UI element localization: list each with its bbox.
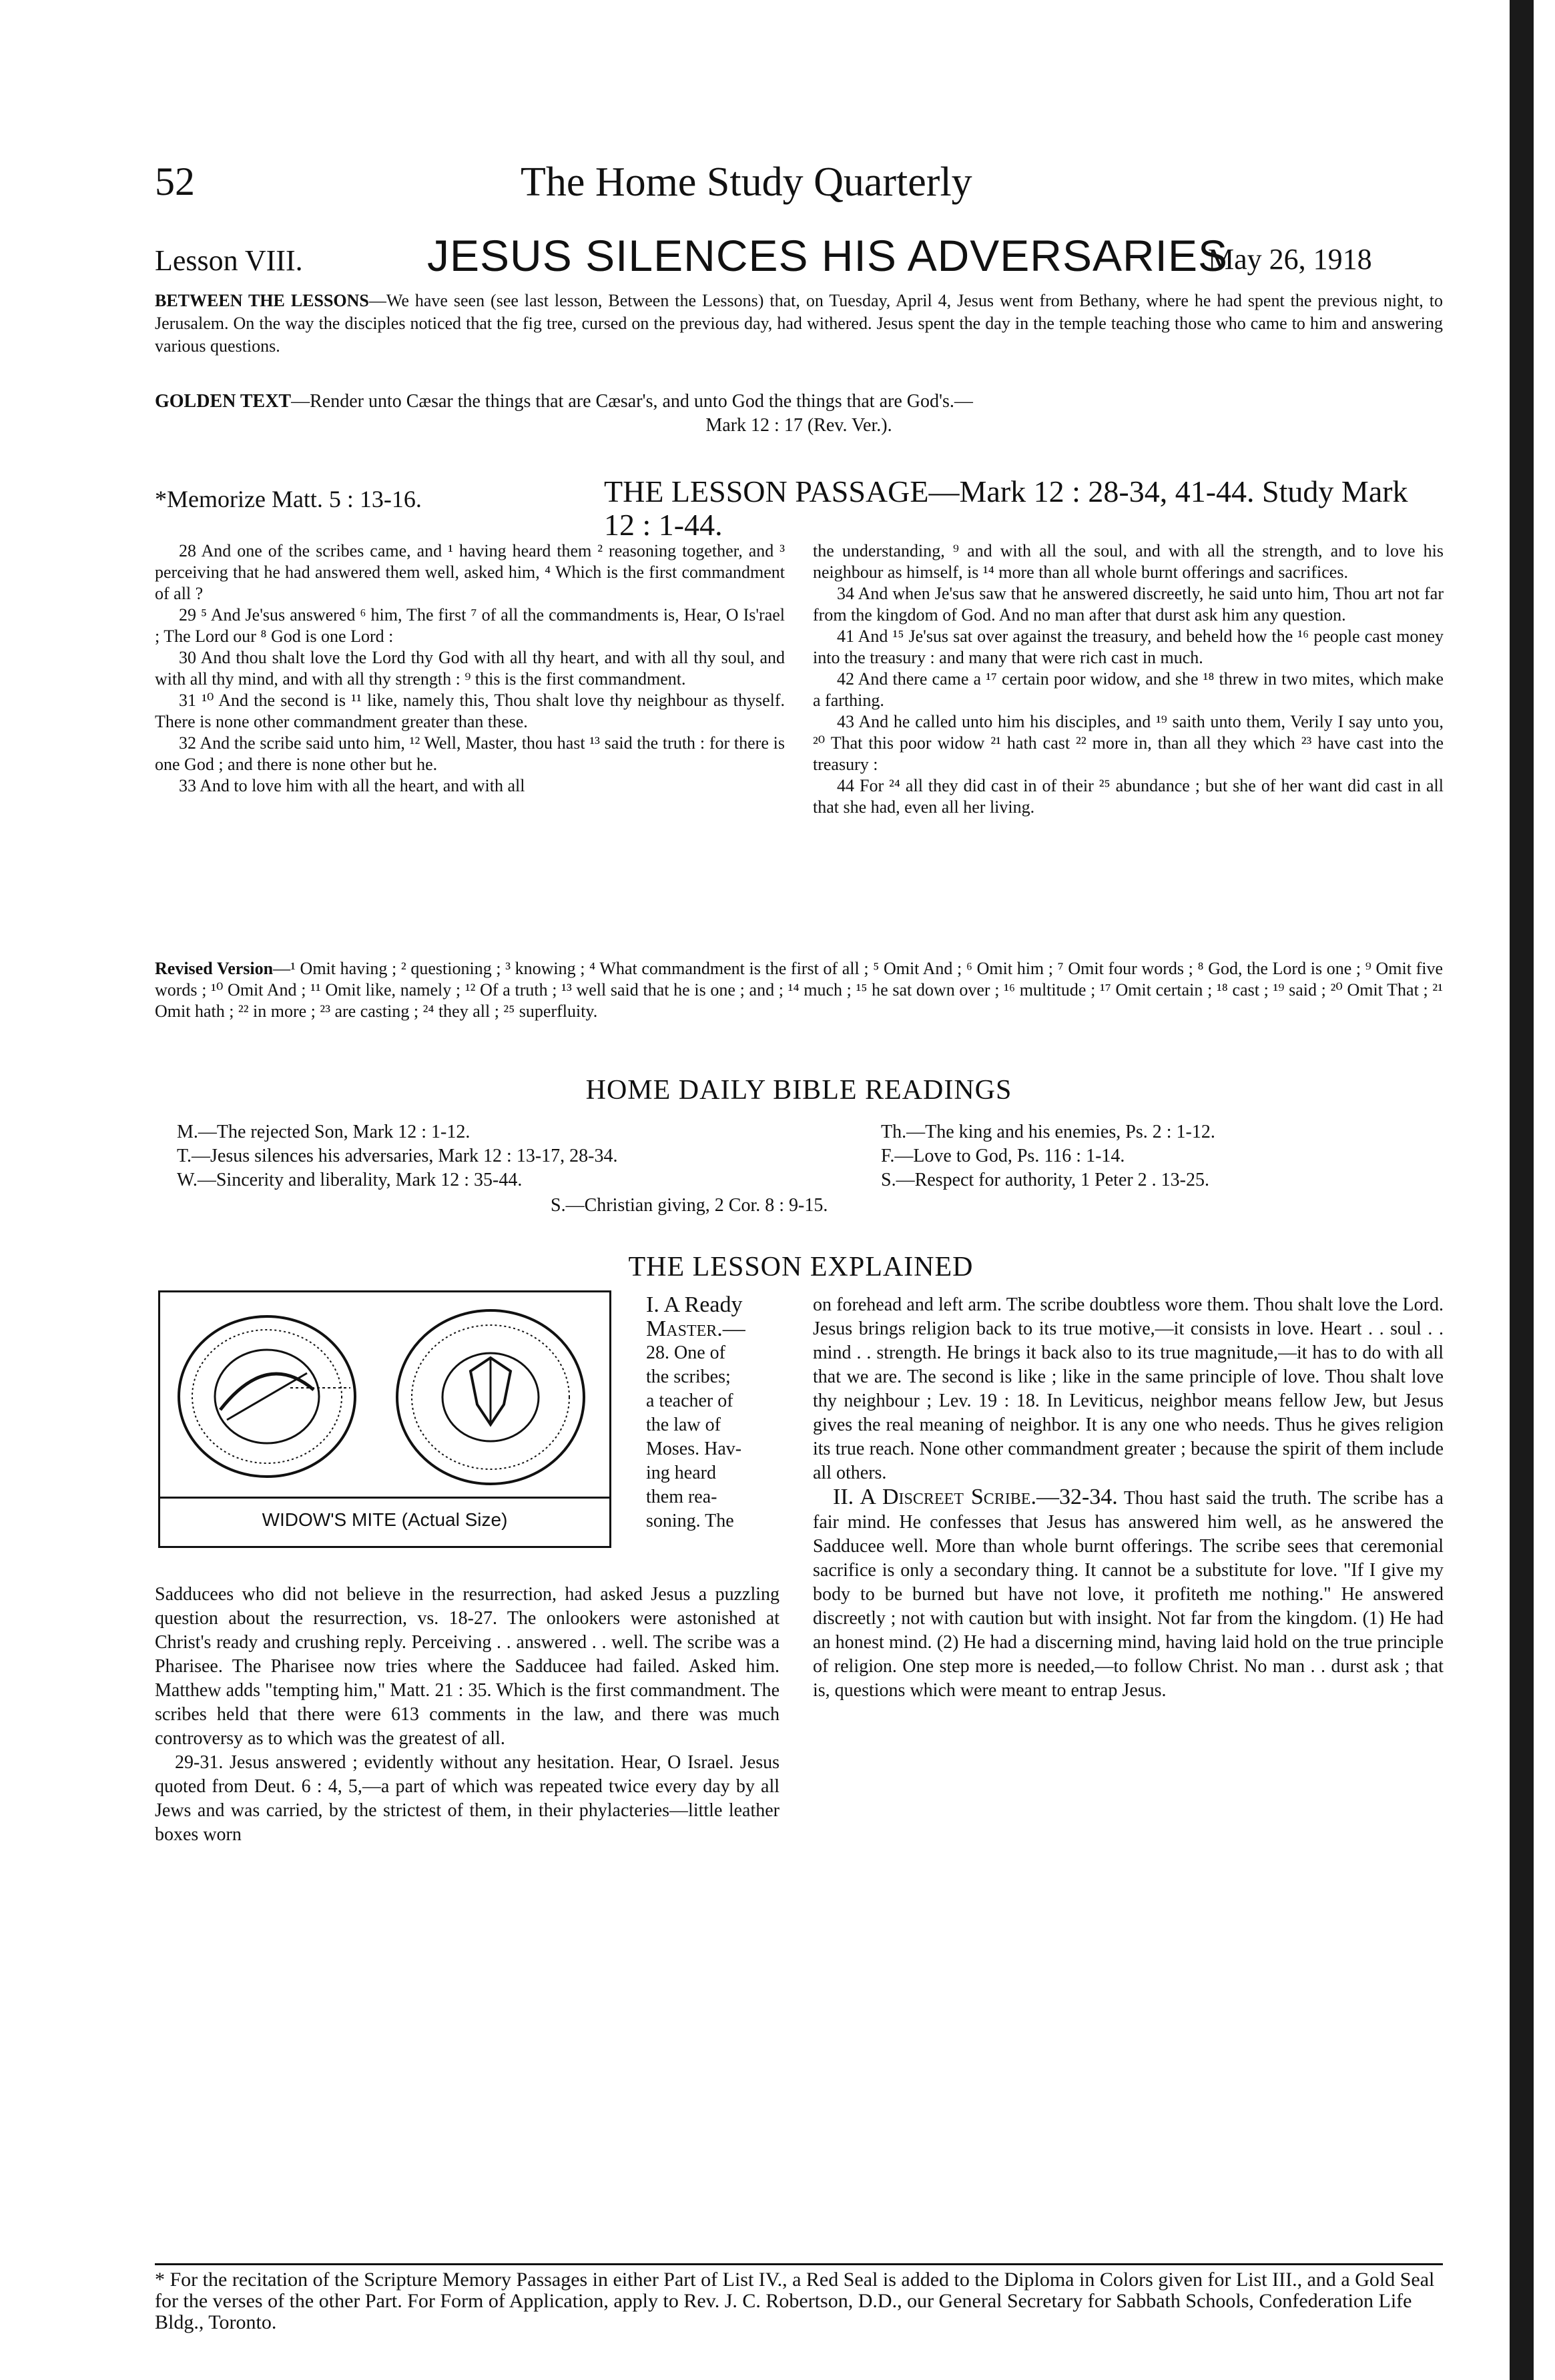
page-number: 52 <box>155 159 195 204</box>
explained-paragraph: Thou hast said the truth. The scribe has a fair mind. He confesses that Jesus has answered him well, as he answered the Sadducee well. More than whole burnt offerings. The scribe sees that ceremonial sacrifice is only a secondary thing. It cannot be a substitute for love. "If I give my body to be burned but have not love, it profiteth me nothing." He answered discreetly ; not with caution but with insight. Not far from the kingdom. (1) He had an honest mind. (2) He had a discerning mind, having laid hold on the true principle of religion. One step more is needed,—to follow Christ. No man . . durst ask ; that is, questions which were meant to entrap Jesus. <box>813 1488 1444 1701</box>
lesson-date: May 26, 1918 <box>1208 243 1372 276</box>
verse: 31 ¹⁰ And the second is ¹¹ like, namely this, Thou shalt love thy neighbour as thyself. There is none other commandment greater than these. <box>155 691 785 731</box>
verse: 33 And to love him with all the heart, and with all <box>179 776 525 795</box>
verse: 44 For ²⁴ all they did cast in of their ²⁵ abundance ; but she of her want did cast in all that she had, even all her living. <box>813 776 1444 817</box>
text-line: the law of <box>646 1415 721 1435</box>
text-line: the scribes; <box>646 1366 731 1387</box>
explained-left-column <box>155 1583 780 1847</box>
dotted-line-decoration <box>290 1371 350 1405</box>
section-heading: II. A Discreet Scribe.—32-34. <box>833 1485 1118 1509</box>
verse: 42 And there came a ¹⁷ certain poor widow, and she ¹⁸ threw in two mites, which make a farthing. <box>813 669 1444 710</box>
text-line: a teacher of <box>646 1391 733 1411</box>
text-line: Moses. Hav- <box>646 1439 742 1459</box>
running-head: The Home Study Quarterly <box>521 159 972 205</box>
verse: 34 And when Je'sus saw that he answered discreetly, he said unto him, Thou art not far from the kingdom of God. And no man after that durst ask him any question. <box>813 584 1444 625</box>
revised-version-label: Revised Version <box>155 959 274 978</box>
verse: 41 And ¹⁵ Je'sus sat over against the treasury, and beheld how the ¹⁶ people cast money into the treasury : and many that were rich cast in much. <box>813 627 1444 667</box>
verse: 32 And the scribe said unto him, ¹² Well, Master, thou hast ¹³ said the truth : for there is one God ; and there is none other but he. <box>155 733 785 774</box>
reading-item: Th.—The king and his enemies, Ps. 2 : 1-12. <box>881 1122 1215 1142</box>
golden-text-label: GOLDEN TEXT <box>155 391 292 412</box>
section-heading: Master.— <box>646 1316 745 1341</box>
verse: 43 And he called unto him his disciples, and ¹⁹ saith unto them, Verily I say unto you, ²⁰ That this poor widow ²¹ hath cast ²² more in, than all they which ²³ have cast into the treasury : <box>813 712 1444 774</box>
revised-version-text: —¹ Omit having ; ² questioning ; ³ knowing ; ⁴ What commandment is the first of all ; ⁵ Omit And ; ⁶ Omit him ; ⁷ Omit four words ; ⁸ God, the Lord is one ; ⁹ Omit five words ; ¹⁰ Omit And ; ¹¹ Omit like, namely ; ¹² Of a truth ; ¹³ well said that he is one ; and ; ¹⁴ much ; ¹⁵ he sat down over ; ¹⁶ multitude ; ¹⁷ Omit certain ; ¹⁸ cast ; ¹⁹ said ; ²⁰ Omit That ; ²¹ Omit hath ; ²² in more ; ²³ are casting ; ²⁴ they all ; ²⁵ superfluity. <box>155 959 1443 1021</box>
reading-item: S.—Respect for authority, 1 Peter 2 . 13-25. <box>881 1170 1209 1190</box>
passage-column-left <box>155 540 785 797</box>
reading-item: F.—Love to God, Ps. 116 : 1-14. <box>881 1146 1125 1166</box>
between-label: BETWEEN THE LESSONS <box>155 291 369 310</box>
coin-reverse-image <box>390 1304 591 1490</box>
footnote: * For the recitation of the Scripture Memory Passages in either Part of List IV., a Red Seal is added to the Diploma in Colors given for List III., and a Gold Seal for the verses of the other Part. For Form of Application, apply to Rev. J. C. Robertson, D.D., our General Secretary for Sabbath Schools, Confederation Life Bldg., Toronto. <box>155 2263 1443 2333</box>
text-line: soning. The <box>646 1511 734 1531</box>
between-the-lessons <box>155 290 1443 358</box>
explained-paragraph: Sadducees who did not believe in the resurrection, had asked Jesus a puzzling question about the resurrection, vs. 18-27. The onlookers were astonished at Christ's ready and crushing reply. Perceiving . . answered . . well. The scribe was a Pharisee. The Pharisee now tries where the Sadducee had failed. Asked him. Matthew adds "tempting him," Matt. 21 : 35. Which is the first commandment. The scribes held that there were 613 comments in the law, and there was much controversy as to which was the greatest of all. <box>155 1584 780 1749</box>
page-edge-shadow <box>1510 0 1534 2380</box>
golden-text <box>155 390 1443 438</box>
reading-item: M.—The rejected Son, Mark 12 : 1-12. <box>177 1122 471 1142</box>
lesson-title: JESUS SILENCES HIS ADVERSARIES <box>427 231 1229 280</box>
golden-text-body: —Render unto Cæsar the things that are Cæsar's, and unto God the things that are God's.— <box>291 391 973 412</box>
passage-column-right <box>813 540 1444 818</box>
verse: the understanding, ⁹ and with all the soul, and with all the strength, and to love his neighbour as himself, is ¹⁴ more than all whole burnt offerings and sacrifices. <box>813 541 1444 582</box>
verse: 29 ⁵ And Je'sus answered ⁶ him, The first ⁷ of all the commandments is, Hear, O Is'rael ; The Lord our ⁸ God is one Lord : <box>155 605 785 646</box>
lesson-number: Lesson VIII. <box>155 244 303 277</box>
revised-version-notes <box>155 958 1443 1022</box>
lesson-passage-heading: THE LESSON PASSAGE—Mark 12 : 28-34, 41-44. Study Mark 12 : 1-44. <box>604 474 1408 542</box>
verse: 28 And one of the scribes came, and ¹ having heard them ² reasoning together, and ³ perceiving that he had answered them well, asked him, ⁴ Which is the first commandment of all ? <box>155 541 785 603</box>
explained-narrow-column <box>646 1293 780 1533</box>
widows-mite-figure <box>158 1290 611 1548</box>
text-line: 28. One of <box>646 1342 725 1363</box>
verse: 30 And thou shalt love the Lord thy God with all thy heart, and with all thy soul, and with all thy mind, and with all thy strength : ⁹ this is the first commandment. <box>155 648 785 689</box>
reading-item: T.—Jesus silences his adversaries, Mark 12 : 13-17, 28-34. <box>177 1146 618 1166</box>
explained-right-column <box>813 1293 1444 1703</box>
between-text: —We have seen (see last lesson, Between the Lessons) that, on Tuesday, April 4, Jesus went from Bethany, where he had spent the previous night, to Jerusalem. On the way the disciples noticed that the fig tree, cursed on the previous day, had withered. Jesus spent the day in the temple teaching those who came to him and answering various questions. <box>155 291 1443 356</box>
section-heading: I. A Ready <box>646 1292 743 1317</box>
explained-paragraph: 29-31. Jesus answered ; evidently without any hesitation. Hear, O Israel. Jesus quoted from Deut. 6 : 4, 5,—a part of which was repeated twice every day by all Jews and was carried, by the strictest of them, in their phylacteries—little leather boxes worn <box>155 1752 780 1845</box>
reading-item: W.—Sincerity and liberality, Mark 12 : 35-44. <box>177 1170 523 1190</box>
golden-text-reference: Mark 12 : 17 (Rev. Ver.). <box>705 415 892 436</box>
memorize-note: *Memorize Matt. 5 : 13-16. <box>155 486 422 512</box>
explained-paragraph: on forehead and left arm. The scribe doubtless wore them. Thou shalt love the Lord. Jesus brings religion back to its true motive,—it consists in love. Heart . . soul . . mind . . strength. He brings it back also to its true magnitude,—it has to do with all that we are. The second is like ; like in the same principle of love. Thou shalt love thy neighbour ; Lev. 19 : 18. In Leviticus, neighbor means fellow Jew, but Jesus gives the real meaning of neighbor. It is any one who needs. Thus he gives religion its true reach. None other commandment greater ; because the spirit of them include all others. <box>813 1294 1444 1483</box>
text-line: ing heard <box>646 1463 716 1483</box>
figure-caption: WIDOW'S MITE (Actual Size) <box>160 1497 609 1531</box>
daily-readings-heading: HOME DAILY BIBLE READINGS <box>585 1075 1012 1106</box>
lesson-explained-heading: THE LESSON EXPLAINED <box>628 1252 974 1282</box>
text-line: them rea- <box>646 1487 717 1507</box>
reading-item: S.—Christian giving, 2 Cor. 8 : 9-15. <box>551 1195 828 1216</box>
